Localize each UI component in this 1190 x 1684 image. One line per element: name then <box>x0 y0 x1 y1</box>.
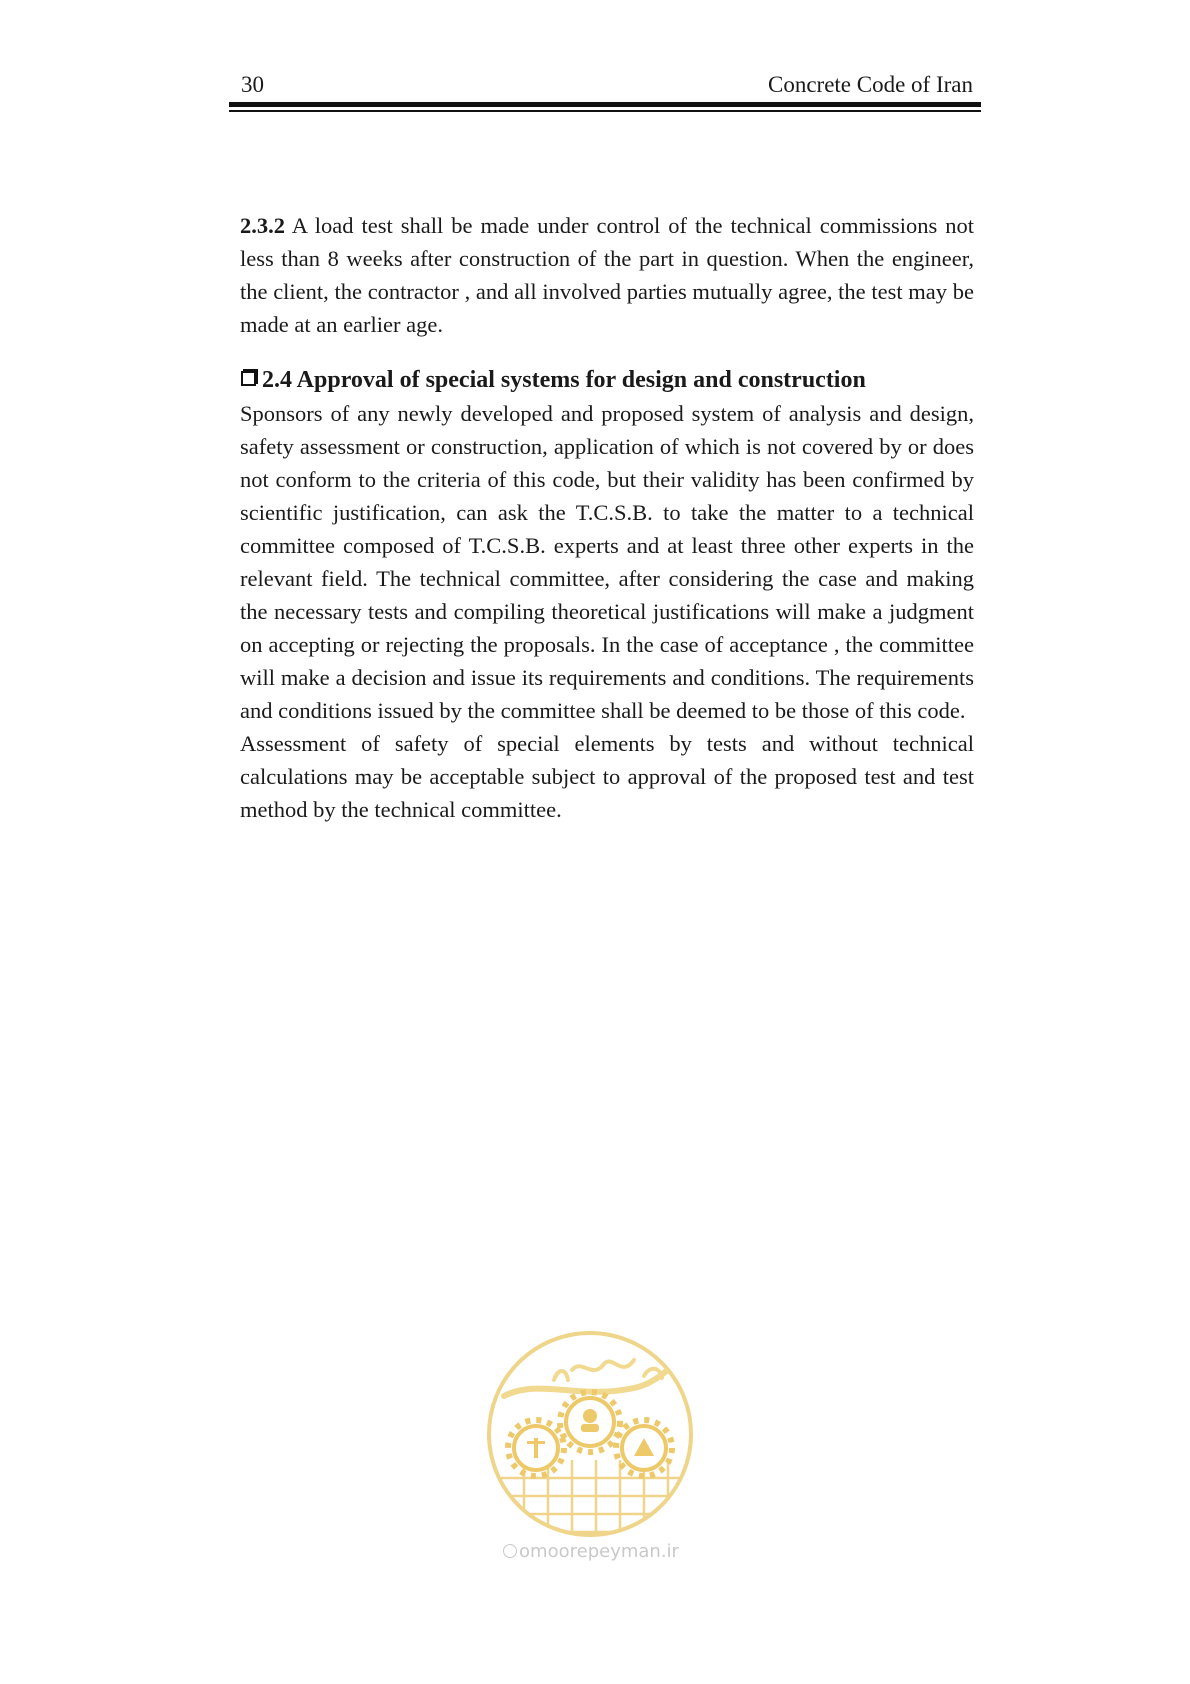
paragraph-2-4-2: Assessment of safety of special elements by tests and without technical calculations may be acceptable subject to approval of the proposed test and test method by the technical committee. <box>240 731 974 822</box>
watermark-emblem-icon <box>484 1328 696 1540</box>
section-number-2-3-2: 2.3.2 <box>240 213 285 238</box>
checkbox-square-icon <box>241 371 256 386</box>
section-heading-2-4-text: 2.4 Approval of special systems for design and construction <box>262 367 866 393</box>
watermark-logo <box>484 1328 696 1540</box>
main-content <box>240 209 974 826</box>
header-rule-thin <box>229 110 981 112</box>
section-heading-2-4 <box>240 363 974 397</box>
watermark-url-text: omoorepeyman.ir <box>519 1541 679 1562</box>
running-title: Concrete Code of Iran <box>767 72 973 97</box>
page-header <box>229 68 981 96</box>
paragraph-2-4-1: Sponsors of any newly developed and proposed system of analysis and design, safety assessment or construction, application of which is not covered by or does not conform to the criteria of this code, but their validity has been confirmed by scientific justification, can ask the T.C.S.B. to take the matter to a technical committee composed of T.C.S.B. experts and at least three other experts in the relevant field. The technical committee, after considering the case and making the necessary tests and compiling theoretical justifications will make a judgment on accepting or rejecting the proposals. In the case of acceptance , the committee will make a decision and issue its requirements and conditions. The requirements and conditions issued by the committee shall be deemed to be those of this code. <box>240 401 974 723</box>
page-number: 30 <box>241 72 264 97</box>
header-rule-thick <box>229 102 981 107</box>
globe-icon <box>503 1544 517 1558</box>
watermark-url <box>476 1541 706 1562</box>
paragraph-2-3-2 <box>240 209 974 341</box>
paragraph-2-3-2-text: A load test shall be made under control of the technical commissions not less than 8 weeks after construction of the part in question. When the engineer, the client, the contractor , and all involved parties mutually agree, the test may be made at an earlier age. <box>240 213 974 337</box>
